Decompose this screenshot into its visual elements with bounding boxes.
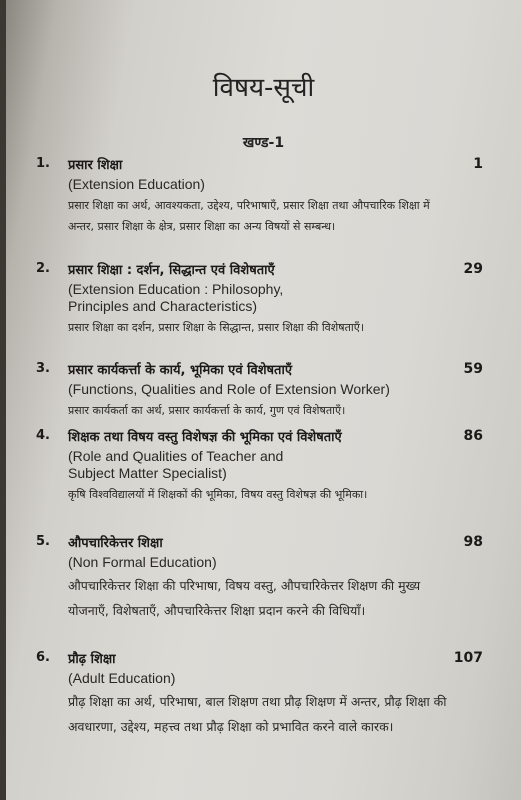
entry-description: प्रसार कार्यकर्ता का अर्थ, प्रसार कार्यकर्त्ता के कार्य, गुण एवं विशेषताएँ। [68, 404, 346, 417]
entry-page-number: 29 [463, 261, 483, 277]
entry-english-title: (Extension Education : Philosophy, Principles and Characteristics) [68, 281, 284, 314]
entry-body [68, 650, 448, 739]
entry-description: कृषि विश्वविद्यालयों में शिक्षकों की भूमिका, विषय वस्तु विशेषज्ञ की भूमिका। [68, 488, 368, 501]
entry-hindi-title: प्रौढ़ शिक्षा [68, 652, 116, 667]
entry-number: 3. [36, 361, 50, 376]
entry-hindi-title: शिक्षक तथा विषय वस्तु विशेषज्ञ की भूमिका एवं विशेषताएँ [68, 430, 342, 445]
page-title: विषय-सूची [212, 73, 315, 103]
entry-body [68, 534, 448, 623]
entry-number: 4. [36, 428, 50, 443]
entry-number: 5. [36, 534, 50, 549]
entry-page-number: 98 [463, 534, 483, 550]
entry-english-title: (Adult Education) [68, 670, 176, 686]
book-page [6, 0, 521, 800]
entry-body [68, 428, 448, 505]
entry-description: प्रसार शिक्षा का दर्शन, प्रसार शिक्षा के सिद्धान्त, प्रसार शिक्षा की विशेषताएँ। [68, 321, 365, 334]
entry-body [68, 361, 448, 421]
entry-page-number: 1 [473, 156, 483, 172]
entry-description: प्रसार शिक्षा का अर्थ, आवश्यकता, उद्देश्य, परिभाषाएँ, प्रसार शिक्षा तथा औपचारिक शिक्षा में अन्तर, प्रसार शिक्षा के क्षेत्र, प्रसार शिक्षा का अन्य विषयों से सम्बन्ध। [68, 199, 430, 233]
entry-page-number: 59 [463, 361, 483, 377]
section-heading: खण्ड-1 [242, 135, 285, 151]
entry-hindi-title: प्रसार कार्यकर्त्ता के कार्य, भूमिका एवं विशेषताएँ [68, 363, 293, 378]
entry-hindi-title: प्रसार शिक्षा [68, 158, 123, 173]
entry-english-title: (Extension Education) [68, 176, 205, 192]
entry-number: 2. [36, 261, 50, 276]
entry-page-number: 107 [453, 650, 483, 666]
entry-english-title: (Functions, Qualities and Role of Extension Worker) [68, 381, 390, 397]
entry-hindi-title: प्रसार शिक्षा : दर्शन, सिद्धान्त एवं विशेषताएँ [68, 263, 275, 278]
entry-number: 6. [36, 650, 50, 665]
entry-description: औपचारिकेत्तर शिक्षा की परिभाषा, विषय वस्तु, औपचारिकेत्तर शिक्षण की मुख्य योजनाएँ, विशेषताएँ, औपचारिकेत्तर शिक्षा प्रदान करने की विधियाँ। [68, 578, 421, 618]
entry-english-title: (Non Formal Education) [68, 554, 217, 570]
entry-number: 1. [36, 156, 50, 171]
entry-hindi-title: औपचारिकेत्तर शिक्षा [68, 536, 163, 551]
entry-english-title: (Role and Qualities of Teacher and Subject Matter Specialist) [68, 448, 284, 481]
entry-body [68, 261, 448, 338]
entry-description: प्रौढ़ शिक्षा का अर्थ, परिभाषा, बाल शिक्षण तथा प्रौढ़ शिक्षण में अन्तर, प्रौढ़ शिक्षा की अवधारणा, उद्देश्य, महत्त्व तथा प्रौढ़ शिक्षा को प्रभावित करने वाले कारक। [68, 694, 447, 734]
entry-body [68, 156, 448, 237]
entry-page-number: 86 [463, 428, 483, 444]
